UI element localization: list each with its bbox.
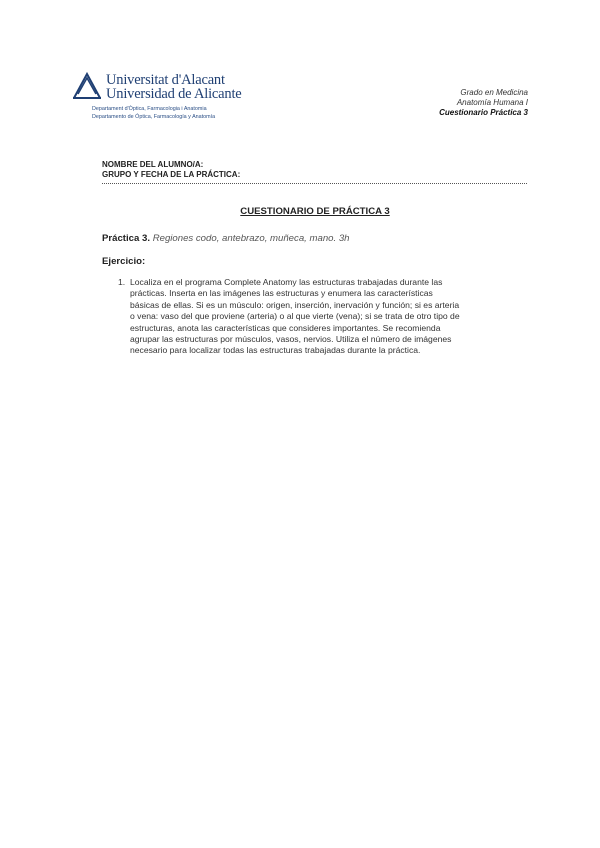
exercise-line: básicas de ellas. Si es un músculo: origen, inserción, inervación y función; si es arteria bbox=[130, 299, 460, 310]
exercise-line: prácticas. Inserta en las imágenes las estructuras y enumera las características bbox=[130, 288, 433, 299]
practice-description: Regiones codo, antebrazo, muñeca, mano. 3h bbox=[152, 233, 350, 244]
exercise-line: estructuras, anota las características que consideres importantes. Se recomienda bbox=[130, 322, 441, 333]
exercise-text bbox=[118, 277, 528, 357]
exercise-line: Localiza en el programa Complete Anatomy las estructuras trabajadas durante las bbox=[130, 277, 443, 287]
exercise-line: o vena: vaso del que proviene (arteria) o al que vierte (vena); si se trata de otro tipo de bbox=[130, 311, 460, 322]
university-logo bbox=[72, 72, 242, 127]
divider bbox=[102, 183, 527, 184]
student-name-label: NOMBRE DEL ALUMNO/A: bbox=[102, 160, 204, 169]
exercise-line: necesario para localizar todas las estructuras trabajadas durante la práctica. bbox=[130, 345, 421, 356]
department-valencian: Departament d'Òptica, Farmacologia i Anatomia bbox=[92, 106, 207, 112]
exercise-heading: Ejercicio: bbox=[102, 256, 146, 267]
degree-name: Grado en Medicina bbox=[460, 88, 528, 97]
course-header bbox=[439, 88, 528, 118]
subject-name: Anatomía Humana I bbox=[456, 98, 528, 107]
group-date-label: GRUPO Y FECHA DE LA PRÁCTICA: bbox=[102, 170, 241, 179]
document-name: Cuestionario Práctica 3 bbox=[439, 108, 528, 117]
department-spanish: Departamento de Óptica, Farmacología y Anatomía bbox=[92, 114, 216, 120]
exercise-item bbox=[118, 277, 528, 357]
page-title: CUESTIONARIO DE PRÁCTICA 3 bbox=[240, 206, 390, 217]
university-name-spanish: Universidad de Alicante bbox=[106, 86, 242, 102]
university-emblem-icon bbox=[72, 72, 102, 100]
practice-line bbox=[102, 233, 350, 244]
student-info bbox=[102, 160, 240, 180]
exercise-line: agrupar las estructuras por músculos, vasos, nervios. Utiliza el número de imágenes bbox=[130, 334, 452, 345]
university-name-valencian: Universitat d'Alacant bbox=[106, 72, 225, 88]
practice-label: Práctica 3. bbox=[102, 233, 151, 244]
exercise-number: 1. bbox=[118, 277, 126, 287]
